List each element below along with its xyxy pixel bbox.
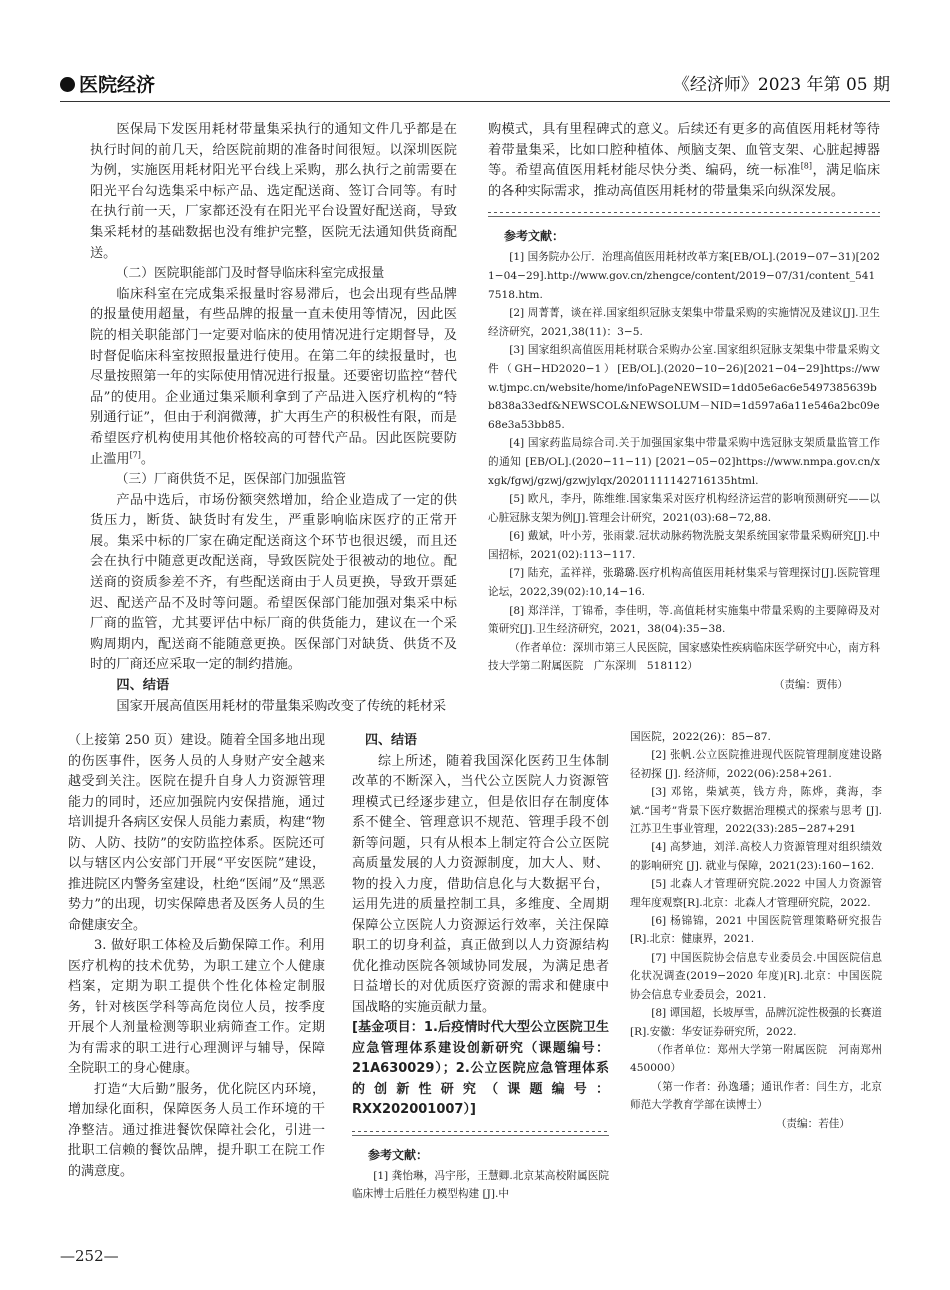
paragraph: 3. 做好职工体检及后勤保障工作。利用医疗机构的技术优势，为职工建立个人健康档案，定期为职工提供个性化体检定制服务，针对核医学科等高危岗位人员，按季度开展个人剂量检测等职业病筛查工作。定期为有需求的职工进行心理测评与辅导，保障全院职工的身心健康。 xyxy=(68,938,325,1076)
section-heading: 四、结语 xyxy=(116,678,170,694)
reference-item: [3] 国家组织高值医用耗材联合采购办公室.国家组织冠脉支架集中带量采购文件（GH−HD2020−1）[EB/OL].(2020−10−26)[2021−04−29]https://www.tjmpc.cn/website/home/infoPageNEWSID=1dd05e6ac6e5497385639bb838a33edf&NEWSCOL&NEWSOLUM－NID=1d597a6a11e546a2bc09e68e3a53bb85. xyxy=(488,344,880,431)
citation-mark: [7] xyxy=(129,450,141,460)
fund-note: [基金项目：1.后疫情时代大型公立医院卫生应急管理体系建设创新研究（课题编号：21A630029）；2.公立医院应急管理体系的创新性研究（课题编号：RXX202001007）] xyxy=(352,1020,609,1117)
paragraph: 医保局下发医用耗材带量集采执行的通知文件几乎都是在执行时间的前几天，给医院前期的准备时间很短。以深圳医院为例，实施医用耗材阳光平台线上采购，那么执行之前需要在阳光平台勾选集采中标产品、选定配送商、签订合同等。有时在执行前一天，厂家都还没有在阳光平台设置好配送商，导致集采耗材的基础数据也没有维护完整，医院无法通知供货商配送。 xyxy=(90,122,457,261)
wavy-divider-lower xyxy=(352,1129,609,1136)
citation-mark: [8] xyxy=(800,161,813,171)
conclusion-heading: 四、结语 xyxy=(365,733,418,748)
references-title-lower: 参考文献： xyxy=(368,1147,429,1162)
paragraph: 临床科室在完成集采报量时容易滞后，也会出现有些品牌的报量使用超量，有些品牌的报量一直未使用等情况，因此医院的相关职能部门一定要对临床的使用情况进行定期督导，及时督促临床科室按照报量进行使用。在第二年的续报量时，也尽量按照第一年的实际使用情况进行报量。还要密切监控“替代品”的使用。企业通过集采顺利拿到了产品进入医疗机构的“特别通行证”，但由于利润微薄，扩大再生产的积极性有限，而是希望医疗机构使用其他价格较高的可替代产品。因此医院要防止滥用[7]。 xyxy=(90,286,457,467)
reference-item: （作者单位：郑州大学第一附属医院 河南郑州 450000） xyxy=(630,1043,893,1075)
reference-item: [5] 北森人才管理研究院.2022 中国人力资源管理年度观察[R].北京：北森人才管理研究院，2022. xyxy=(630,878,882,909)
bullet-dot-icon xyxy=(60,77,75,92)
reference-item: （作者单位：深圳市第三人民医院，国家感染性疾病临床医学研究中心，南方科技大学第二附属医院 广东深圳 518112） xyxy=(488,641,880,673)
paragraph: （上接第 250 页）建设。随着全国多地出现的伤医事件，医务人员的人身财产安全越来越受到关注。医院在提升自身人力资源管理能力的同时，还应加强院内安保措施，通过培训提升各病区安保人员能力素质，构建“物防、人防、技防”的安防监控体系。医院还可以与辖区内公安部门开展“平安医院”建设，推进院区内警务室建设，杜绝“医闹”及“黑恶势力”的出现，切实保障患者及医务人员的生命健康安全。 xyxy=(68,733,325,933)
editor-note: （责编：贾伟） xyxy=(773,679,848,692)
references-upper xyxy=(488,227,880,694)
lower-left-column xyxy=(68,731,325,1201)
reference-item: [8] 谭国超，长坡厚雪，品牌沉淀性极强的长赛道[R].安徽：华安证券研究所，2022. xyxy=(630,1007,882,1038)
lower-middle-column xyxy=(352,731,609,1201)
paragraph: 打造“大后勤”服务，优化院区内环境，增加绿化面积，保障医务人员工作环境的干净整洁。通过推进餐饮保障社会化，引进一批职工信赖的餐饮品牌，提升职工在院工作的满意度。 xyxy=(68,1081,325,1179)
journal-issue: 《经济师》2023 年第 05 期 xyxy=(672,75,890,95)
reference-item: [6] 杨锦锦，2021 中国医院管理策略研究报告[R].北京：健康界，2021. xyxy=(630,915,882,946)
page-header xyxy=(60,58,890,98)
paragraph: 产品中选后，市场份额突然增加，给企业造成了一定的供货压力，断货、缺货时有发生，严重影响临床医疗的正常开展。集采中标的厂家在确定配送商这个环节也很迟缓，而且还会在执行中随意更改配送商，导致医院处于很被动的地位。配送商的资质参差不齐，有些配送商由于人员更换，导致开票延迟、配送产品不及时等问题。希望医保部门能加强对集采中标厂商的监管，尤其要评估中标厂商的供货能力，建议在一个采购周期内，配送商不能随意更换。医保部门对缺货、供货不及时的厂商还应采取一定的制约措施。 xyxy=(90,492,457,673)
reference-item: [1] 龚怡琳，冯宇彤，王慧卿.北京某高校附属医院临床博士后胜任力模型构建 [J].中 xyxy=(352,1169,609,1200)
upper-left-column xyxy=(90,120,457,714)
reference-item: [7] 中国医院协会信息专业委员会.中国医院信息化状况调查(2019−2020 年度)[R].北京：中国医院协会信息专业委员会，2021. xyxy=(630,951,882,1001)
wavy-divider xyxy=(488,210,880,217)
conclusion-body: 综上所述，随着我国深化医药卫生体制改革的不断深入，当代公立医院人力资源管理模式已经逐步建立，但是依旧存在制度体系不健全、管理意识不规范、管理手段不创新等问题，只有从根本上制定符合公立医院高质量发展的人力资源制度，加大人、财、物的投入力度，借助信息化与大数据平台，运用先进的质量控制工具，多维度、全周期保障公立医院人力资源运行效率，关注保障职工的切身利益，真正做到以人力资源结构优化推动医院各领域协同发展，为满足患者日益增长的对优质医疗资源的需求和健康中国战略的实施贡献力量。 xyxy=(352,753,609,1015)
section-name-text: 医院经济 xyxy=(79,74,156,96)
header-rule xyxy=(60,101,890,102)
conclusion-continued: 购模式，具有里程碑式的意义。后续还有更多的高值医用耗材等待着带量集采，比如口腔种植体、颅脑支架、血管支架、心脏起搏器等。希望高值医用耗材能尽快分类、编码，统一标准[8]，满足临床的各种实际需求，推动高值医用耗材的带量集采向纵深发展。 xyxy=(488,122,881,199)
subsection-heading: （二）医院职能部门及时督导临床科室完成报量 xyxy=(115,266,385,282)
reference-item: [4] 高梦迪，刘洋.高校人力资源管理对组织绩效的影响研究 [J]. 就业与保障，2021(23):160−162. xyxy=(630,841,882,872)
subsection-heading: （三）厂商供货不足，医保部门加强监管 xyxy=(115,472,346,488)
upper-right-column xyxy=(488,120,880,700)
reference-item: [6] 戴斌，叶小芳，张雨蒙.冠状动脉药物洗脱支架系统国家带量采购研究[J].中国招标，2021(02):113−117. xyxy=(488,530,880,561)
reference-item: [4] 国家药监局综合司.关于加强国家集中带量采购中选冠脉支架质量监管工作的通知 [EB/OL].(2020−11−11) [2021−05−02]https://www.nmpa.gov.cn/xxgk/fgwj/gzwj/gzwjylqx/20201111142716135html. xyxy=(488,437,880,487)
reference-item: [2] 张帆.公立医院推进现代医院管理制度建设路径初探 [J]. 经济师，2022(06):258+261. xyxy=(630,749,882,780)
paragraph: 国家开展高值医用耗材的带量集采购改变了传统的耗材采 xyxy=(116,698,447,714)
section-name xyxy=(60,70,155,97)
reference-item: [8] 郑洋洋，丁锦希，李佳明，等.高值耗材实施集中带量采购的主要障碍及对策研究[J].卫生经济研究，2021，38(04):35−38. xyxy=(488,604,880,636)
reference-item: [3] 邓铭，柴斌英，钱方舟，陈烨，龚海，李斌.“国考”背景下医疗数据治理模式的探索与思考 [J]. 江苏卫生事业管理，2022(33):285−287+291 xyxy=(630,786,882,836)
lower-right-column xyxy=(630,728,893,1198)
reference-item: [7] 陆充，孟祥祥，张璐璐.医疗机构高值医用耗材集采与管理探讨[J].医院管理论坛，2022,39(02):10,14−16. xyxy=(488,567,880,599)
editor-note-lower: （责编：若佳） xyxy=(775,1117,850,1130)
reference-item: [2] 周菁菁，谈在祥.国家组织冠脉支架集中带量采购的实施情况及建议[J].卫生经济研究，2021,38(11)：3−5. xyxy=(488,307,880,338)
references-title: 参考文献： xyxy=(504,229,565,244)
reference-item: [5] 欧凡，李丹，陈维维.国家集采对医疗机构经济运营的影响预测研究——以心脏冠脉支架为例[J].管理会计研究，2021(03):68−72,88. xyxy=(488,493,880,524)
reference-item: 国医院，2022(26)：85−87. xyxy=(630,731,771,743)
references-lower xyxy=(352,1146,609,1204)
reference-item: （第一作者：孙逸璠；通讯作者：闫生方，北京师范大学教育学部在读博士） xyxy=(630,1080,882,1112)
page-number: —252— xyxy=(60,1247,119,1265)
reference-item: [1] 国务院办公厅．治理高值医用耗材改革方案[EB/OL].(2019−07−31)[2021−04−29].http://www.gov.cn/zhengce/content/2019−07/31/content_5417518.htm. xyxy=(488,251,880,301)
